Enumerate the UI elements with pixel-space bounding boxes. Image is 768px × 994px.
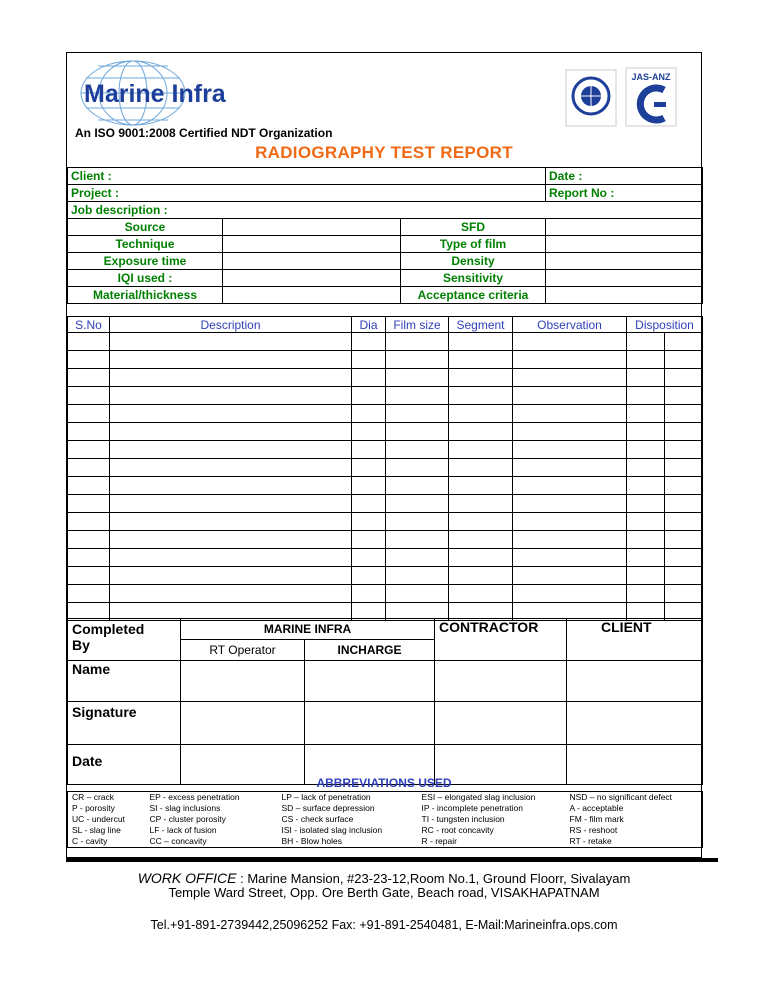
abbreviation-entry: CR – crack [72, 792, 115, 802]
col-header-description: Description [110, 317, 352, 333]
client-signature[interactable] [567, 702, 703, 745]
abbreviation-entry: TI - tungsten inclusion [421, 814, 505, 824]
info-row-iqi [68, 270, 703, 287]
certification-logos [564, 66, 684, 128]
cell-sno[interactable] [68, 495, 110, 513]
info-row-technique [68, 236, 703, 253]
client-header: CLIENT [567, 619, 703, 661]
abbreviation-entry: CS - check surface [281, 814, 354, 824]
cell-disposition-a[interactable] [627, 549, 665, 567]
cell-disposition-b[interactable] [665, 585, 703, 603]
svg-text:JAS-ANZ: JAS-ANZ [631, 72, 671, 82]
cell-disposition-a[interactable] [627, 513, 665, 531]
cell-dia[interactable] [352, 585, 386, 603]
cell-description[interactable] [110, 567, 352, 585]
cell-dia[interactable] [352, 459, 386, 477]
material-thickness-value[interactable] [223, 287, 401, 304]
abbreviation-row [68, 825, 703, 836]
cell-sno[interactable] [68, 513, 110, 531]
cell-dia[interactable] [352, 567, 386, 585]
cell-segment[interactable] [449, 549, 513, 567]
info-row-client [68, 168, 703, 185]
cell-sno[interactable] [68, 423, 110, 441]
cell-disposition-a[interactable] [627, 441, 665, 459]
info-row-material [68, 287, 703, 304]
un-emblem-icon [566, 70, 616, 126]
work-office-label: WORK OFFICE [137, 870, 237, 886]
abbreviation-entry: CP - cluster porosity [149, 814, 226, 824]
cell-disposition-b[interactable] [665, 387, 703, 405]
sensitivity-label: Sensitivity [401, 270, 546, 287]
cell-dia[interactable] [352, 495, 386, 513]
abbreviation-entry: FM - film mark [569, 814, 624, 824]
incharge-header: INCHARGE [305, 640, 435, 661]
exposure-time-label: Exposure time [68, 253, 223, 270]
cell-description[interactable] [110, 531, 352, 549]
abbreviations-body [68, 792, 703, 848]
table-row [68, 369, 703, 387]
cell-observation[interactable] [513, 369, 627, 387]
cell-disposition-b[interactable] [665, 423, 703, 441]
abbreviation-entry: A - acceptable [569, 803, 624, 813]
cell-disposition-b[interactable] [665, 549, 703, 567]
report-title: RADIOGRAPHY TEST REPORT [255, 143, 513, 162]
cell-film-size[interactable] [386, 441, 449, 459]
cell-film-size[interactable] [386, 405, 449, 423]
cell-observation[interactable] [513, 333, 627, 351]
cell-disposition-a[interactable] [627, 333, 665, 351]
sensitivity-value[interactable] [546, 270, 703, 287]
cell-disposition-b[interactable] [665, 567, 703, 585]
cell-description[interactable] [110, 495, 352, 513]
cell-film-size[interactable] [386, 549, 449, 567]
cell-disposition-b[interactable] [665, 351, 703, 369]
table-row [68, 531, 703, 549]
signoff-table [67, 618, 703, 785]
info-table [67, 167, 703, 304]
abbreviation-entry: SI - slag inclusions [149, 803, 221, 813]
results-body [68, 333, 703, 621]
jas-anz-icon [626, 68, 676, 126]
table-row [68, 387, 703, 405]
cell-film-size[interactable] [386, 567, 449, 585]
cell-film-size[interactable] [386, 459, 449, 477]
contact-line: Tel.+91-891-2739442,25096252 Fax: +91-891-2540481, E-Mail:Marineinfra.ops.com [150, 918, 618, 932]
signoff-row-header [68, 619, 703, 640]
abbreviation-entry: LF - lack of fusion [149, 825, 217, 835]
cell-segment[interactable] [449, 531, 513, 549]
cell-segment[interactable] [449, 387, 513, 405]
cell-disposition-a[interactable] [627, 459, 665, 477]
cell-sno[interactable] [68, 531, 110, 549]
cell-dia[interactable] [352, 549, 386, 567]
info-row-project [68, 185, 703, 202]
cell-sno[interactable] [68, 477, 110, 495]
cell-dia[interactable] [352, 441, 386, 459]
cell-segment[interactable] [449, 585, 513, 603]
incharge-signature[interactable] [305, 702, 435, 745]
cell-sno[interactable] [68, 585, 110, 603]
cell-observation[interactable] [513, 423, 627, 441]
cell-observation[interactable] [513, 513, 627, 531]
cell-description[interactable] [110, 387, 352, 405]
abbreviation-entry: IP - incomplete penetration [421, 803, 523, 813]
technique-value[interactable] [223, 236, 401, 253]
cell-disposition-b[interactable] [665, 405, 703, 423]
cell-film-size[interactable] [386, 513, 449, 531]
abbreviation-entry: UC - undercut [72, 814, 125, 824]
cell-film-size[interactable] [386, 369, 449, 387]
cell-disposition-b[interactable] [665, 495, 703, 513]
abbreviation-row [68, 803, 703, 814]
table-row [68, 585, 703, 603]
cell-description[interactable] [110, 459, 352, 477]
cell-disposition-a[interactable] [627, 531, 665, 549]
source-label: Source [68, 219, 223, 236]
contractor-name[interactable] [435, 661, 567, 702]
cell-description[interactable] [110, 423, 352, 441]
material-thickness-label: Material/thickness [68, 287, 223, 304]
abbreviation-entry: RS - reshoot [569, 825, 618, 835]
cell-segment[interactable] [449, 405, 513, 423]
signoff-row-signature [68, 702, 703, 745]
info-row-job [68, 202, 703, 219]
cell-segment[interactable] [449, 351, 513, 369]
cell-film-size[interactable] [386, 495, 449, 513]
cell-film-size[interactable] [386, 351, 449, 369]
cell-film-size[interactable] [386, 477, 449, 495]
abbreviation-row [68, 814, 703, 825]
cell-description[interactable] [110, 369, 352, 387]
info-row-source [68, 219, 703, 236]
incharge-name[interactable] [305, 661, 435, 702]
cell-dia[interactable] [352, 477, 386, 495]
cell-disposition-a[interactable] [627, 477, 665, 495]
sfd-value[interactable] [546, 219, 703, 236]
col-header-sno: S.No [68, 317, 110, 333]
client-name[interactable] [567, 661, 703, 702]
cell-sno[interactable] [68, 387, 110, 405]
cell-disposition-a[interactable] [627, 585, 665, 603]
work-office-address: : Marine Mansion, #23-23-12,Room No.1, Ground Floorr, Sivalayam [240, 871, 631, 886]
abbreviation-entry: SL - slag line [72, 825, 121, 835]
cell-description[interactable] [110, 477, 352, 495]
cell-disposition-b[interactable] [665, 441, 703, 459]
cell-segment[interactable] [449, 333, 513, 351]
acceptance-criteria-label: Acceptance criteria [401, 287, 546, 304]
abbreviation-entry: EP - excess penetration [149, 792, 240, 802]
cell-disposition-a[interactable] [627, 423, 665, 441]
cell-sno[interactable] [68, 351, 110, 369]
results-table [67, 316, 703, 621]
abbreviation-entry: P - porosity [72, 803, 115, 813]
cell-disposition-b[interactable] [665, 477, 703, 495]
cell-segment[interactable] [449, 495, 513, 513]
cell-description[interactable] [110, 585, 352, 603]
iso-certification-text: An ISO 9001:2008 Certified NDT Organization [75, 126, 333, 140]
density-label: Density [401, 253, 546, 270]
abbreviations-title: ABBREVIATIONS USED [316, 776, 452, 790]
cell-film-size[interactable] [386, 423, 449, 441]
cell-segment[interactable] [449, 567, 513, 585]
cell-observation[interactable] [513, 585, 627, 603]
cell-sno[interactable] [68, 333, 110, 351]
signature-label: Signature [68, 702, 181, 745]
table-row [68, 423, 703, 441]
completed-by-label [68, 619, 181, 661]
cell-sno[interactable] [68, 369, 110, 387]
cell-description[interactable] [110, 351, 352, 369]
rt-operator-signature[interactable] [181, 702, 305, 745]
abbreviation-entry: RT - retake [569, 836, 612, 846]
cell-dia[interactable] [352, 387, 386, 405]
exposure-time-value[interactable] [223, 253, 401, 270]
table-row [68, 441, 703, 459]
cell-segment[interactable] [449, 423, 513, 441]
col-header-dia: Dia [352, 317, 386, 333]
cell-disposition-a[interactable] [627, 567, 665, 585]
cell-film-size[interactable] [386, 333, 449, 351]
cell-observation[interactable] [513, 549, 627, 567]
density-value[interactable] [546, 253, 703, 270]
cell-segment[interactable] [449, 477, 513, 495]
abbreviation-entry: LP – lack of penetration [281, 792, 371, 802]
contractor-signature[interactable] [435, 702, 567, 745]
abbreviation-entry: RC - root concavity [421, 825, 494, 835]
cell-disposition-b[interactable] [665, 531, 703, 549]
cell-description[interactable] [110, 549, 352, 567]
cell-disposition-b[interactable] [665, 369, 703, 387]
abbreviation-entry: ISI - isolated slag inclusion [281, 825, 383, 835]
contractor-header: CONTRACTOR [435, 619, 567, 661]
cell-observation[interactable] [513, 387, 627, 405]
cell-sno[interactable] [68, 441, 110, 459]
cell-description[interactable] [110, 441, 352, 459]
cell-disposition-b[interactable] [665, 333, 703, 351]
cell-description[interactable] [110, 333, 352, 351]
date-label[interactable]: Date : [546, 168, 703, 185]
date-row-label: Date [68, 745, 181, 785]
results-header-row [68, 317, 703, 333]
table-row [68, 351, 703, 369]
iqi-used-value[interactable] [223, 270, 401, 287]
job-description-label[interactable]: Job description : [68, 202, 703, 219]
type-of-film-label: Type of film [401, 236, 546, 253]
marine-infra-logo [78, 58, 278, 128]
address-line-2: Temple Ward Street, Opp. Ore Berth Gate, Beach road, VISAKHAPATNAM [168, 885, 600, 900]
rt-operator-header: RT Operator [181, 640, 305, 661]
cell-sno[interactable] [68, 567, 110, 585]
col-header-film-size: Film size [386, 317, 449, 333]
info-row-exposure [68, 253, 703, 270]
cell-disposition-a[interactable] [627, 369, 665, 387]
table-row [68, 513, 703, 531]
table-row [68, 459, 703, 477]
abbreviation-entry: ESI – elongated slag inclusion [421, 792, 536, 802]
abbreviations-table [67, 791, 703, 848]
col-header-disposition: Disposition [627, 317, 703, 333]
cell-dia[interactable] [352, 333, 386, 351]
cell-observation[interactable] [513, 405, 627, 423]
cell-sno[interactable] [68, 459, 110, 477]
abbreviation-entry: SD – surface depression [281, 803, 375, 813]
abbreviation-row [68, 836, 703, 848]
logo-text: Marine Infra [84, 80, 226, 108]
abbreviation-entry: C - cavity [72, 836, 108, 846]
cell-disposition-b[interactable] [665, 459, 703, 477]
cell-disposition-b[interactable] [665, 513, 703, 531]
cell-segment[interactable] [449, 441, 513, 459]
completed-by-line2: By [72, 637, 90, 653]
signoff-row-name [68, 661, 703, 702]
cell-disposition-a[interactable] [627, 495, 665, 513]
cell-film-size[interactable] [386, 387, 449, 405]
footer-divider [66, 858, 718, 862]
cell-observation[interactable] [513, 459, 627, 477]
table-row [68, 333, 703, 351]
abbreviation-entry: NSD – no significant defect [569, 792, 673, 802]
source-value[interactable] [223, 219, 401, 236]
abbreviation-entry: CC – concavity [149, 836, 207, 846]
abbreviation-entry: R - repair [421, 836, 457, 846]
acceptance-criteria-value[interactable] [546, 287, 703, 304]
col-header-segment: Segment [449, 317, 513, 333]
cell-dia[interactable] [352, 423, 386, 441]
work-office-line [0, 870, 768, 886]
table-row [68, 549, 703, 567]
cell-observation[interactable] [513, 351, 627, 369]
sfd-label: SFD [401, 219, 546, 236]
abbreviation-entry: BH - Blow holes [281, 836, 342, 846]
project-label[interactable]: Project : [68, 185, 546, 202]
cell-sno[interactable] [68, 549, 110, 567]
cell-disposition-a[interactable] [627, 351, 665, 369]
cell-observation[interactable] [513, 477, 627, 495]
cell-disposition-a[interactable] [627, 387, 665, 405]
table-row [68, 567, 703, 585]
cell-sno[interactable] [68, 405, 110, 423]
iqi-used-label: IQI used : [68, 270, 223, 287]
abbreviation-row [68, 792, 703, 804]
report-no-label[interactable]: Report No : [546, 185, 703, 202]
cell-segment[interactable] [449, 459, 513, 477]
table-row [68, 495, 703, 513]
col-header-observation: Observation [513, 317, 627, 333]
cell-film-size[interactable] [386, 531, 449, 549]
type-of-film-value[interactable] [546, 236, 703, 253]
cell-observation[interactable] [513, 567, 627, 585]
name-label: Name [68, 661, 181, 702]
cell-dia[interactable] [352, 513, 386, 531]
rt-operator-name[interactable] [181, 661, 305, 702]
cell-observation[interactable] [513, 531, 627, 549]
cell-description[interactable] [110, 405, 352, 423]
cell-observation[interactable] [513, 441, 627, 459]
table-row [68, 477, 703, 495]
technique-label: Technique [68, 236, 223, 253]
cell-dia[interactable] [352, 351, 386, 369]
cell-description[interactable] [110, 513, 352, 531]
cell-film-size[interactable] [386, 585, 449, 603]
cell-dia[interactable] [352, 531, 386, 549]
table-row [68, 405, 703, 423]
cell-segment[interactable] [449, 369, 513, 387]
marine-infra-header: MARINE INFRA [181, 619, 435, 640]
cell-segment[interactable] [449, 513, 513, 531]
cell-disposition-a[interactable] [627, 405, 665, 423]
cell-observation[interactable] [513, 495, 627, 513]
cell-dia[interactable] [352, 369, 386, 387]
cell-dia[interactable] [352, 405, 386, 423]
completed-by-line1: Completed [72, 621, 145, 637]
client-label[interactable]: Client : [68, 168, 546, 185]
